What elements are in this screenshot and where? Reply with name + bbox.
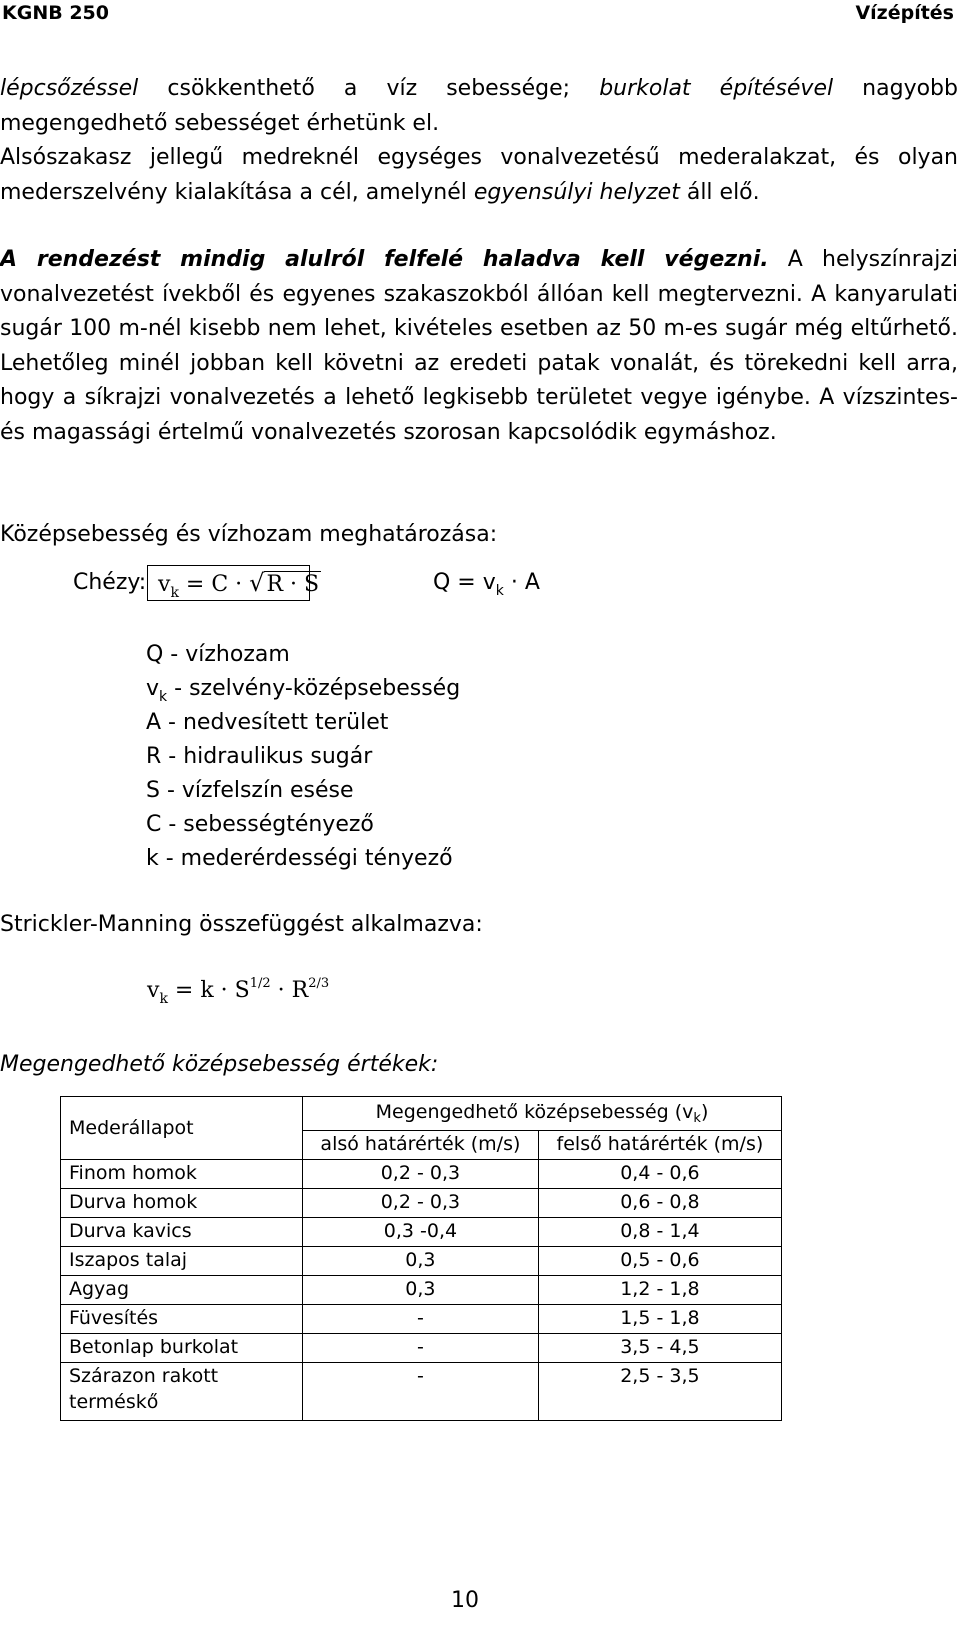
table-header-row bbox=[61, 1097, 782, 1131]
definition-item bbox=[146, 672, 460, 706]
velocity-table bbox=[60, 1096, 782, 1421]
definition-subscript: k bbox=[159, 689, 168, 705]
term-burkolat: burkolat építésével bbox=[599, 76, 834, 101]
cell-state: Finom homok bbox=[61, 1160, 303, 1189]
group-text-end: ) bbox=[700, 1101, 709, 1123]
cell-upper: 2,5 - 3,5 bbox=[538, 1363, 781, 1421]
formula-rest: · A bbox=[503, 570, 540, 595]
definition-text: S - vízfelszín esése bbox=[146, 778, 354, 803]
cell-state: Betonlap burkolat bbox=[61, 1334, 303, 1363]
formula-op: · R bbox=[270, 978, 309, 1003]
term-lepcsozes: lépcsőzéssel bbox=[0, 76, 139, 101]
sqrt-icon: √ bbox=[249, 569, 265, 597]
cell-upper: 0,8 - 1,4 bbox=[538, 1218, 781, 1247]
definition-item bbox=[146, 842, 460, 876]
header-subject: Vízépítés bbox=[855, 2, 954, 24]
formula-op: = C · bbox=[178, 572, 250, 597]
heading-strickler-manning: Strickler-Manning összefüggést alkalmazva: bbox=[0, 912, 483, 937]
cell-lower: 0,3 bbox=[303, 1276, 539, 1305]
definition-var: v bbox=[146, 676, 160, 701]
paragraph-intro-line3 bbox=[0, 141, 958, 210]
formula-subscript: k bbox=[159, 991, 168, 1007]
chezy-formula bbox=[158, 569, 321, 601]
formula-op: = k · S bbox=[167, 978, 250, 1003]
column-header-upper: felső határérték (m/s) bbox=[538, 1131, 781, 1160]
formula-radicand: R · S bbox=[266, 572, 320, 597]
column-header-state: Mederállapot bbox=[61, 1097, 303, 1160]
cell-upper: 3,5 - 4,5 bbox=[538, 1334, 781, 1363]
formula-q: Q = v bbox=[433, 570, 496, 595]
definition-text: A - nedvesített terület bbox=[146, 710, 389, 735]
definition-item bbox=[146, 774, 460, 808]
heading-kozepsebesseg: Középsebesség és vízhozam meghatározása: bbox=[0, 522, 498, 547]
group-text: Megengedhető középsebesség (v bbox=[375, 1101, 694, 1123]
header-course-code: KGNB 250 bbox=[2, 2, 109, 24]
column-header-lower: alsó határérték (m/s) bbox=[303, 1131, 539, 1160]
text-run: nagyobb bbox=[833, 76, 958, 101]
table-row bbox=[61, 1218, 782, 1247]
cell-state: Füvesítés bbox=[61, 1305, 303, 1334]
cell-state: Durva kavics bbox=[61, 1218, 303, 1247]
term-egyensulyi-helyzet: egyensúlyi helyzet bbox=[473, 179, 680, 205]
cell-lower: 0,2 - 0,3 bbox=[303, 1189, 539, 1218]
table-row bbox=[61, 1363, 782, 1421]
paragraph-rendezes bbox=[0, 243, 958, 450]
cell-state: Durva homok bbox=[61, 1189, 303, 1218]
cell-lower: - bbox=[303, 1305, 539, 1334]
formula-subscript: k bbox=[170, 585, 179, 601]
table-row bbox=[61, 1305, 782, 1334]
cell-upper: 1,5 - 1,8 bbox=[538, 1305, 781, 1334]
formula-subscript: k bbox=[495, 583, 504, 599]
text-run: A helyszínrajzi vonalvezetést ívekből és egyenes szakaszokból állóan kell megtervezni. A kanyarulati sugár 100 m-nél kisebb nem lehet, kivételes esetben az 50 m-es sugár még eltűrhető. Lehetőleg minél jobban kell követni az eredeti patak vonalát, és törekedni kell arra, hogy a síkrajzi vonalvezetés a lehető legkisebb területet vegye igénybe. A vízszintes- és magassági értelmű vonalvezetés szorosan kapcsolódik egymáshoz. bbox=[0, 247, 958, 445]
definition-item bbox=[146, 808, 460, 842]
definition-text: k - mederérdességi tényező bbox=[146, 846, 453, 871]
heading-megengedheto: Megengedhető középsebesség értékek: bbox=[0, 1052, 439, 1077]
formula-var: v bbox=[147, 978, 160, 1003]
cell-lower: 0,2 - 0,3 bbox=[303, 1160, 539, 1189]
paragraph-intro bbox=[0, 72, 958, 210]
formula-exponent: 2/3 bbox=[308, 976, 330, 991]
formula-var: v bbox=[158, 572, 171, 597]
page-number: 10 bbox=[451, 1588, 479, 1613]
definition-item bbox=[146, 740, 460, 774]
text-run: csökkenthető a víz sebessége; bbox=[138, 76, 600, 101]
table-row bbox=[61, 1276, 782, 1305]
cell-upper: 1,2 - 1,8 bbox=[538, 1276, 781, 1305]
cell-lower: 0,3 -0,4 bbox=[303, 1218, 539, 1247]
cell-upper: 0,6 - 0,8 bbox=[538, 1189, 781, 1218]
table-row bbox=[61, 1160, 782, 1189]
cell-upper: 0,5 - 0,6 bbox=[538, 1247, 781, 1276]
definition-item bbox=[146, 638, 460, 672]
table-row bbox=[61, 1334, 782, 1363]
cell-state: Szárazon rakott terméskő bbox=[61, 1363, 303, 1421]
column-header-group bbox=[303, 1097, 782, 1131]
cell-lower: - bbox=[303, 1334, 539, 1363]
definition-item bbox=[146, 706, 460, 740]
cell-lower: 0,3 bbox=[303, 1247, 539, 1276]
manning-formula bbox=[147, 976, 330, 1007]
group-subscript: k bbox=[693, 1111, 701, 1126]
table-row bbox=[61, 1189, 782, 1218]
paragraph-intro-line1 bbox=[0, 72, 958, 107]
cell-lower: - bbox=[303, 1363, 539, 1421]
definition-text: R - hidraulikus sugár bbox=[146, 744, 373, 769]
cell-upper: 0,4 - 0,6 bbox=[538, 1160, 781, 1189]
text-run: Alsószakasz jellegű medreknél egységes vonalvezetésű mederalakzat, és olyan mederszelvény kialakítása a cél, amelynél bbox=[0, 145, 958, 205]
cell-state: Agyag bbox=[61, 1276, 303, 1305]
chezy-label: Chézy: bbox=[73, 570, 147, 595]
cell-state: Iszapos talaj bbox=[61, 1247, 303, 1276]
definition-text: Q - vízhozam bbox=[146, 642, 290, 667]
definitions-list bbox=[146, 638, 460, 876]
formula-exponent: 1/2 bbox=[249, 976, 271, 991]
paragraph-intro-line2: megengedhető sebességet érhetünk el. bbox=[0, 110, 440, 136]
chezy-formula-box bbox=[147, 565, 320, 601]
text-run: áll elő. bbox=[679, 179, 760, 205]
definition-text: C - sebességtényező bbox=[146, 812, 374, 837]
definition-text: - szelvény-középsebesség bbox=[167, 676, 461, 701]
discharge-formula bbox=[433, 566, 540, 602]
emphasis-rendezes: A rendezést mindig alulról felfelé haladva kell végezni. bbox=[0, 247, 769, 272]
table-row bbox=[61, 1247, 782, 1276]
